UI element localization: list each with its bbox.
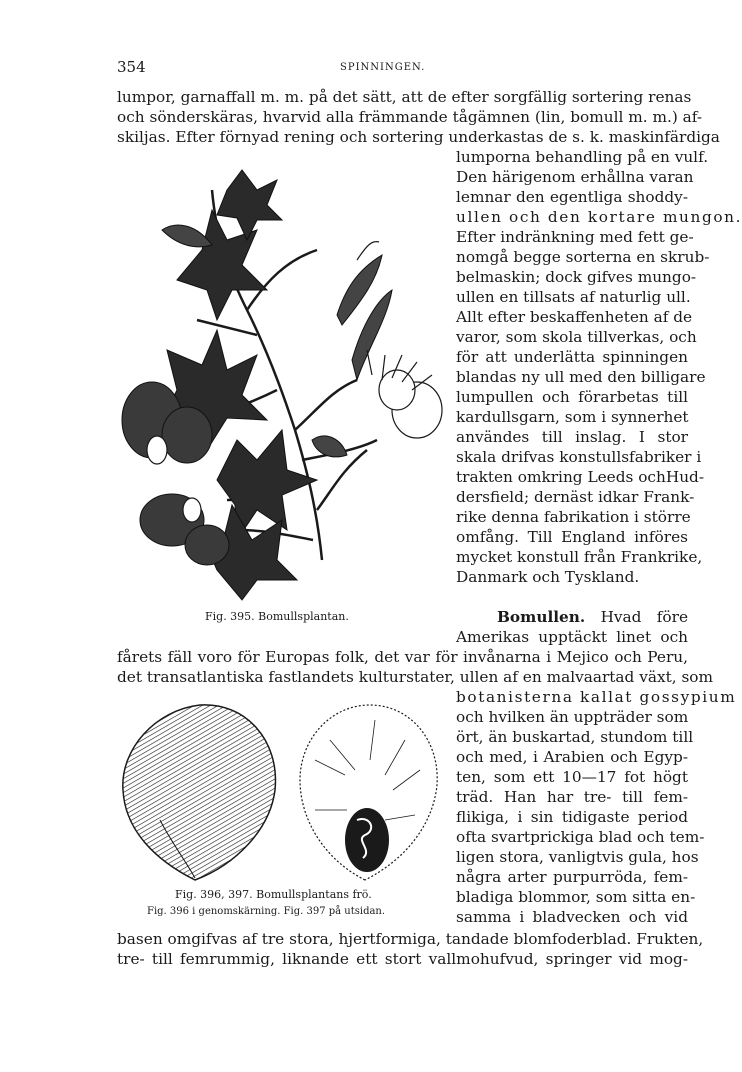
body-line: blandas ny ull med den billigare — [456, 368, 706, 386]
body-line: och hvilken än uppträder som — [456, 708, 689, 726]
body-line: det transatlantiska fastlandets kulturstater, ullen af en malvaartad växt, som — [117, 668, 714, 686]
body-line: och med, i Arabien och Egyp- — [456, 748, 688, 766]
body-line: ofta svartprickiga blad och tem- — [456, 828, 705, 846]
body-line: tre- till femrummig, liknande ett stort vallmohufvud, springer vid mog- — [117, 950, 688, 968]
body-line: botanisterna kallat gossypium — [456, 688, 737, 706]
cotton-plant-illustration — [117, 150, 452, 605]
body-line: ligen stora, vanligtvis gula, hos — [456, 848, 699, 866]
body-line: Allt efter beskaffenheten af de — [456, 308, 693, 326]
body-line: Den härigenom erhållna varan — [456, 168, 694, 186]
figure-396-caption: Fig. 396, 397. Bomullsplantans frö. — [175, 888, 372, 901]
body-line: fårets fäll voro för Europas folk, det var för invånarna i Mejico och Peru, — [117, 648, 688, 666]
figure-395-caption: Fig. 395. Bomullsplantan. — [205, 610, 349, 623]
body-line: samma i bladvecken och vid — [456, 908, 688, 926]
section-heading-line — [497, 607, 688, 627]
body-line: flikiga, i sin tidigaste period — [456, 808, 688, 826]
body-line: kardullsgarn, som i synnerhet — [456, 408, 689, 426]
body-line: lumpor, garnaffall m. m. på det sätt, att de efter sorgfällig sortering renas — [117, 88, 692, 106]
body-line: lumpullen och förarbetas till — [456, 388, 688, 406]
body-line: trakten omkring Leeds ochHud- — [456, 468, 705, 486]
body-line: några arter purpurröda, fem- — [456, 868, 688, 886]
body-line: Danmark och Tyskland. — [456, 568, 640, 586]
heading-rest: Hvad före — [600, 608, 688, 626]
cotton-seed-illustration — [115, 700, 450, 885]
body-line: omfång. Till England införes — [456, 528, 688, 546]
body-line: ten, som ett 10—17 fot högt — [456, 768, 688, 786]
body-line: Amerikas upptäckt linet och — [456, 628, 688, 646]
figure-396-subcaption: Fig. 396 i genomskärning. Fig. 397 på utsidan. — [147, 906, 386, 917]
body-line: och sönderskäras, hvarvid alla främmande tågämnen (lin, bomull m. m.) af- — [117, 108, 703, 126]
body-line: nomgå begge sorterna en skrub- — [456, 248, 710, 266]
body-line: bladiga blommor, som sitta en- — [456, 888, 696, 906]
body-line: skiljas. Efter förnyad rening och sortering underkastas de s. k. maskinfärdiga — [117, 128, 720, 146]
running-title: SPINNINGEN. — [340, 62, 426, 73]
body-line: varor, som skola tillverkas, och — [456, 328, 697, 346]
body-line: träd. Han har tre- till fem- — [456, 788, 688, 806]
body-line: rike denna fabrikation i större — [456, 508, 691, 526]
body-line: mycket konstull från Frankrike, — [456, 548, 703, 566]
page-number: 354 — [117, 58, 146, 76]
body-line: dersfield; dernäst idkar Frank- — [456, 488, 695, 506]
body-line: lemnar den egentliga shoddy- — [456, 188, 688, 206]
body-line: skala drifvas konstullsfabriker i — [456, 448, 702, 466]
body-line: lumporna behandling på en vulf. — [456, 148, 709, 166]
body-line: ullen en tillsats af naturlig ull. — [456, 288, 691, 306]
section-heading: Bomullen. — [497, 608, 586, 626]
body-line: ört, än buskartad, stundom till — [456, 728, 694, 746]
body-line: Efter indränkning med fett ge- — [456, 228, 694, 246]
body-line: belmaskin; dock gifves mungo- — [456, 268, 697, 286]
body-line: ullen och den kortare mungon. — [456, 208, 742, 226]
body-line: basen omgifvas af tre stora, hjertformiga, tandade blomfoderblad. Frukten, — [117, 930, 704, 948]
body-line: för att underlätta spinningen — [456, 348, 688, 366]
body-line: användes till inslag. I stor — [456, 428, 688, 446]
